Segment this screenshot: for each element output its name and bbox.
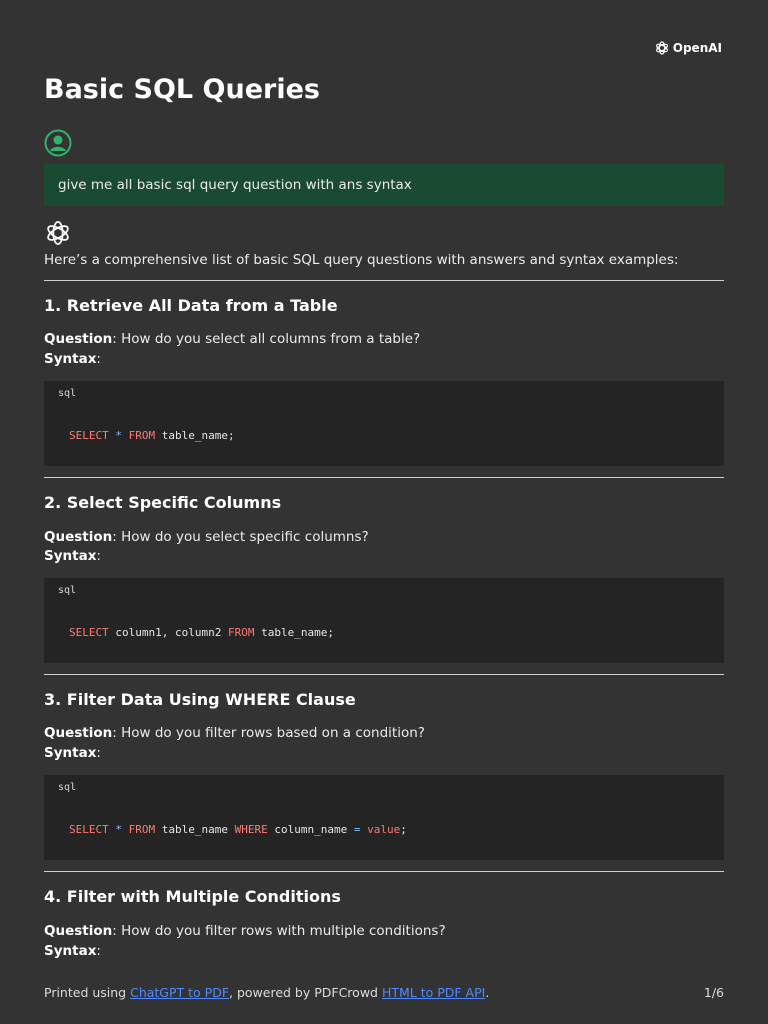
sql-keyword: WHERE [234,823,268,836]
sql-operator: = [353,823,361,836]
divider [44,477,724,478]
syntax-line [44,548,101,564]
question-line [44,331,420,347]
question-line [44,923,446,939]
page-title: Basic SQL Queries [44,74,320,105]
sql-text: table_name; [254,626,334,639]
section-heading: 1. Retrieve All Data from a Table [44,296,338,315]
question-label: Question [44,331,113,347]
chatgpt-avatar-icon [44,219,72,247]
sql-text [122,823,129,836]
section-heading: 4. Filter with Multiple Conditions [44,887,341,906]
sql-keyword: FROM [227,626,255,639]
code-language: sql [58,782,77,793]
colon: : [96,548,101,564]
syntax-line [44,351,101,367]
question-text: How do you filter rows based on a condition? [121,725,425,741]
page-number: 1/6 [703,985,724,1000]
colon: : [96,745,101,761]
question-line [44,529,369,545]
question-label: Question [44,725,113,741]
section-heading: 3. Filter Data Using WHERE Clause [44,690,356,709]
question-label: Question [44,529,113,545]
code-line [69,429,235,442]
code-language: sql [58,388,77,399]
sql-keyword: FROM [128,823,156,836]
code-block[interactable] [44,381,724,466]
sql-keyword: value [367,823,401,836]
colon: : [112,725,117,741]
colon: : [96,351,101,367]
code-block[interactable] [44,775,724,860]
sql-operator: * [115,429,122,442]
user-avatar-icon [44,129,72,157]
question-line [44,725,425,741]
print-footer [44,985,489,1000]
divider [44,674,724,675]
openai-icon [654,40,670,56]
question-text: How do you select specific columns? [121,529,369,545]
syntax-label: Syntax [44,943,97,959]
sql-text [122,429,129,442]
chatgpt-to-pdf-link[interactable]: ChatGPT to PDF [130,985,230,1000]
footer-prefix: Printed using [44,985,131,1000]
colon: : [96,943,101,959]
question-text: How do you filter rows with multiple conditions? [121,923,446,939]
syntax-line [44,745,101,761]
footer-middle: , powered by PDFCrowd [229,985,382,1000]
question-text: How do you select all columns from a table? [121,331,421,347]
sql-text: column_name [267,823,354,836]
sql-keyword: SELECT [69,626,109,639]
code-line [69,823,407,836]
sql-text: table_name; [155,429,235,442]
question-label: Question [44,923,113,939]
code-block[interactable] [44,578,724,663]
syntax-label: Syntax [44,745,97,761]
sql-text: table_name [155,823,235,836]
syntax-line [44,943,101,959]
user-message [44,164,724,206]
syntax-label: Syntax [44,351,97,367]
code-language: sql [58,585,77,596]
sql-operator: * [115,823,122,836]
colon: : [112,331,117,347]
sql-keyword: SELECT [69,823,109,836]
colon: : [112,923,117,939]
brand-name: OpenAI [672,41,722,55]
sql-keyword: SELECT [69,429,109,442]
footer-suffix: . [485,985,490,1000]
divider [44,871,724,872]
sql-text: ; [400,823,407,836]
sql-keyword: FROM [128,429,156,442]
sql-text: column1, column2 [108,626,228,639]
syntax-label: Syntax [44,548,97,564]
openai-logo [654,40,722,56]
divider [44,280,724,281]
colon: : [112,529,117,545]
section-heading: 2. Select Specific Columns [44,493,282,512]
code-line [69,626,334,639]
assistant-intro: Here’s a comprehensive list of basic SQL query questions with answers and syntax examples: [44,252,679,268]
user-message-text: give me all basic sql query question with ans syntax [58,177,412,193]
html-to-pdf-api-link[interactable]: HTML to PDF API [381,985,486,1000]
